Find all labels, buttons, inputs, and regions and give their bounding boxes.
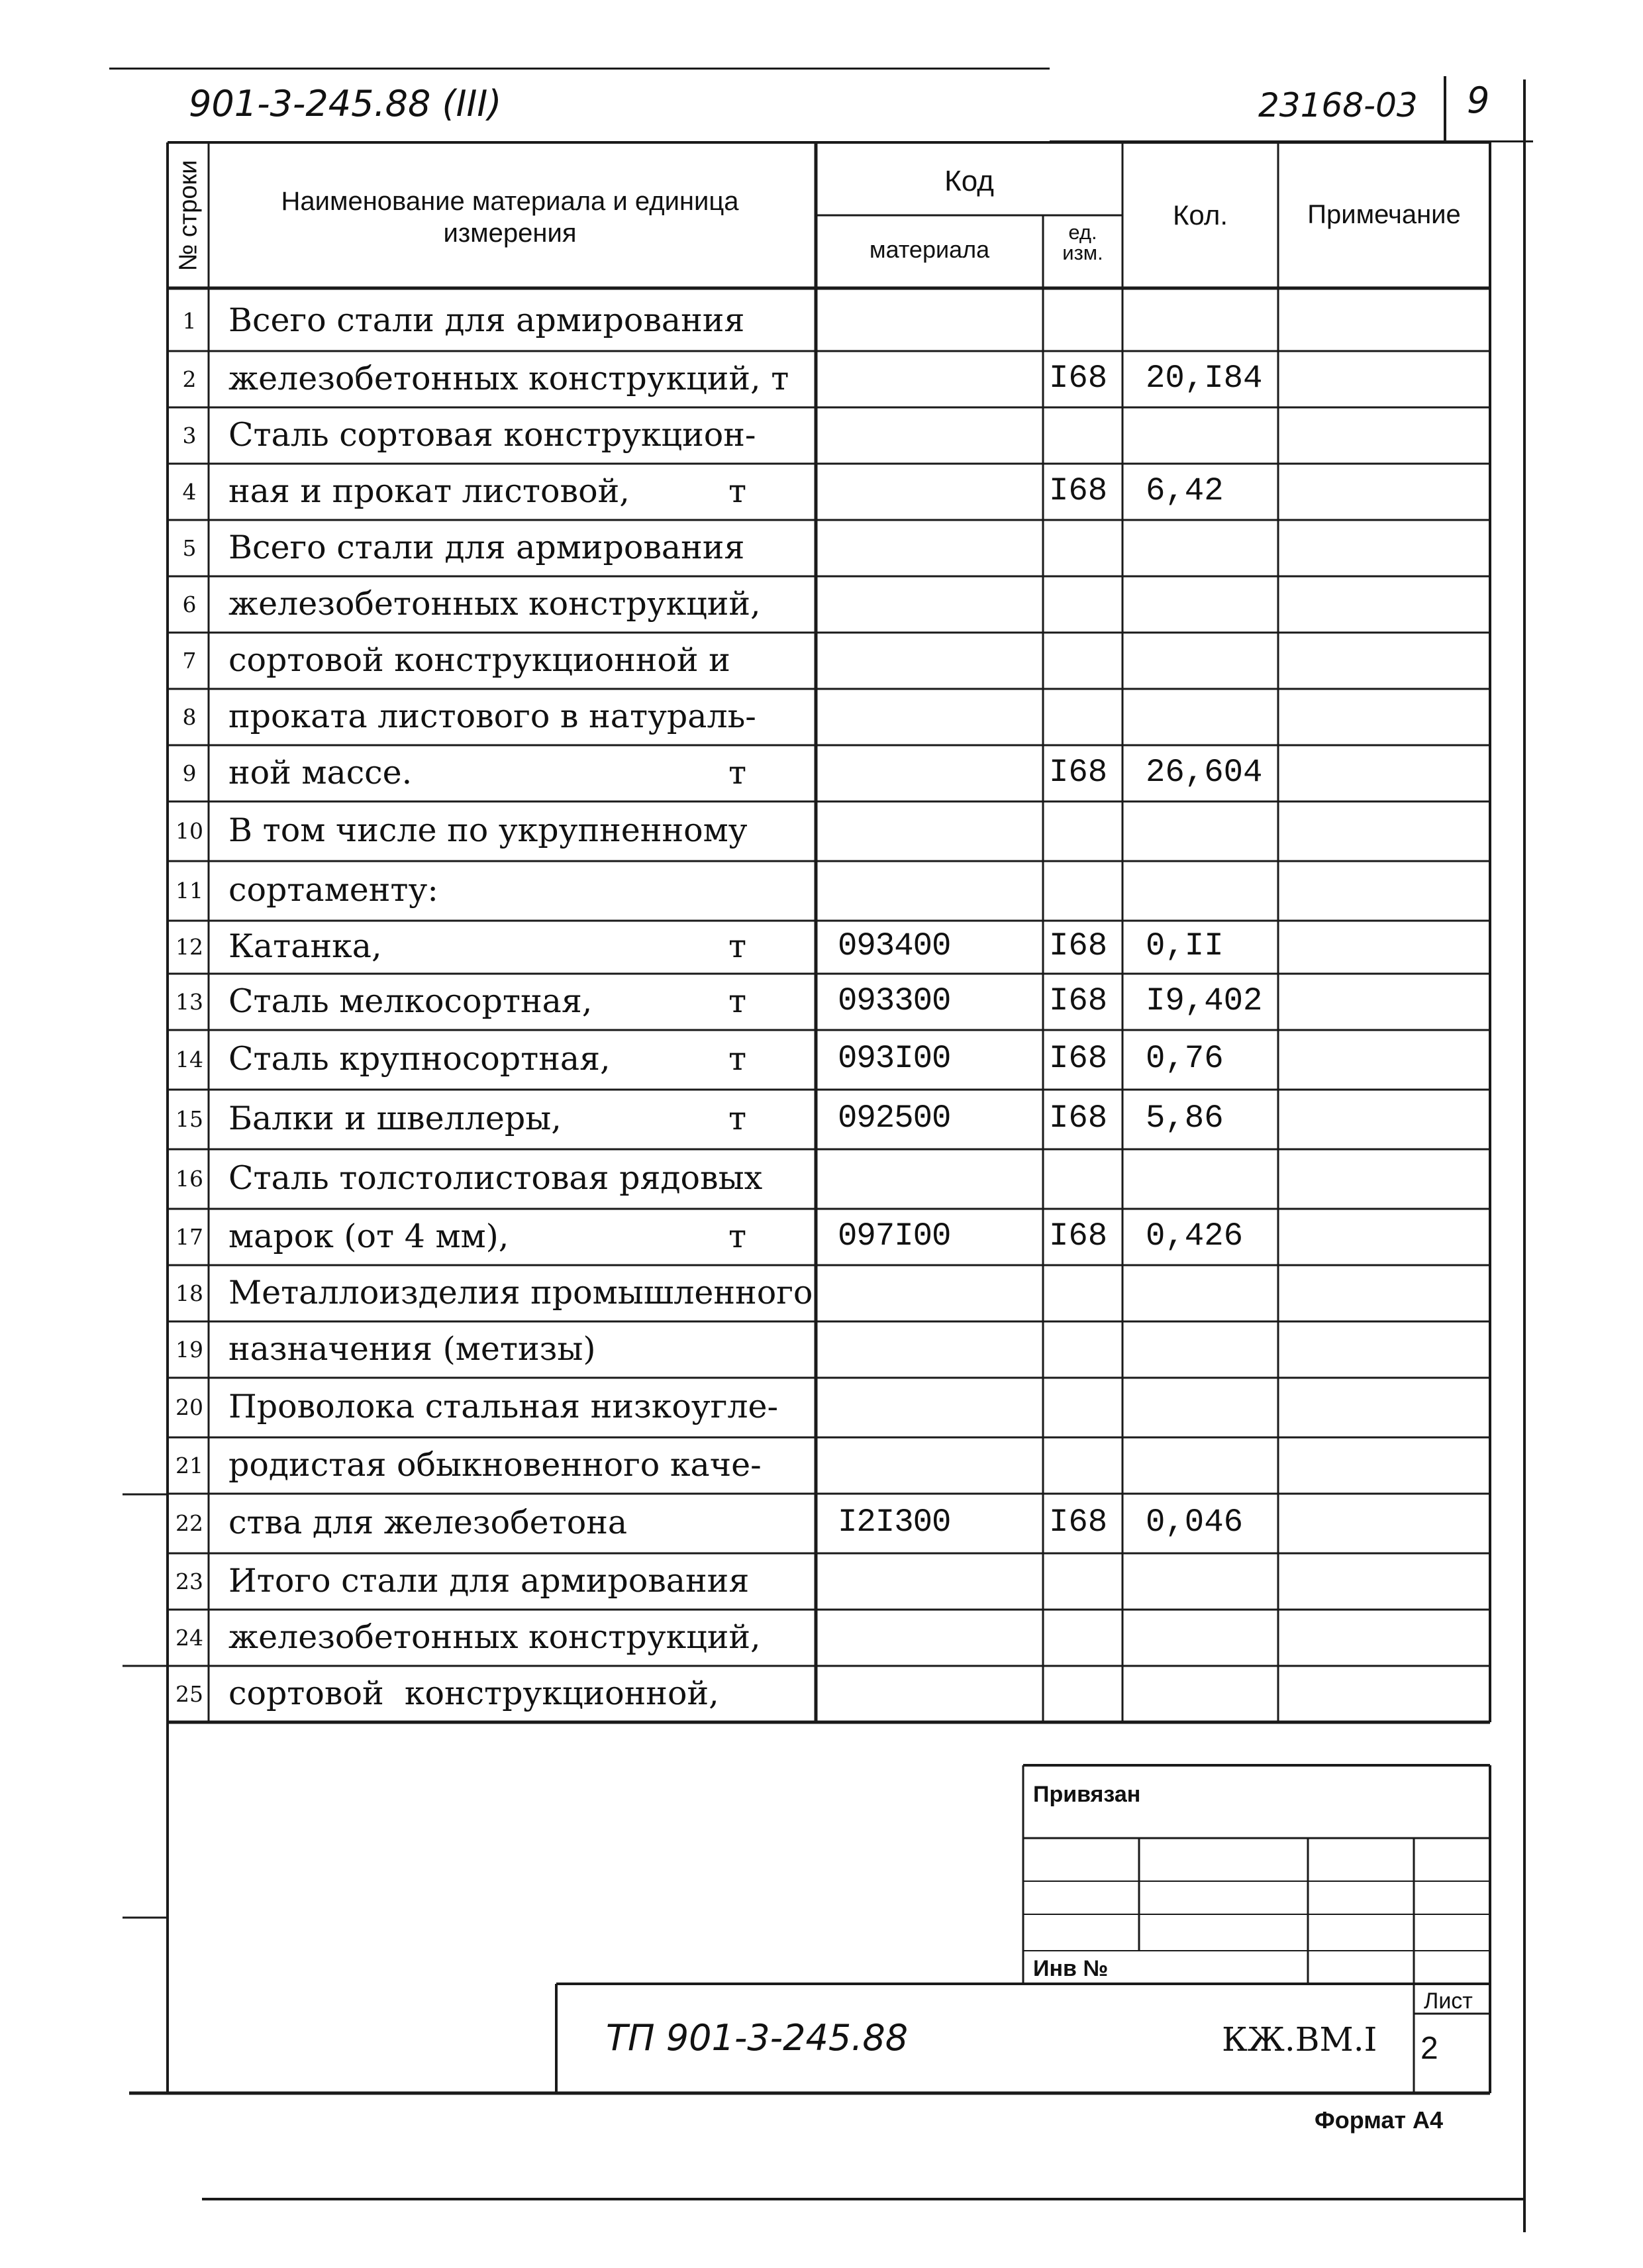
material-code: 092500 [838,1100,951,1137]
material-name: проката листового в натураль- [228,697,756,735]
material-name: сортовой конструкционной и [228,641,730,679]
material-name: Итого стали для армирования [228,1561,750,1600]
row-number: 15 [175,1106,203,1132]
sheet-label: Лист [1424,1988,1473,2014]
row-number: 10 [175,818,203,844]
material-name: В том числе по укрупненному [228,811,748,849]
drawing-set-code: КЖ.ВМ.I [1222,2020,1377,2059]
quantity: 0,426 [1146,1217,1244,1255]
unit-code: I68 [1049,472,1108,509]
row-unit: т [728,1217,747,1255]
material-name: ства для железобетона [228,1504,628,1541]
row-number: 17 [175,1223,203,1250]
row-number: 18 [175,1280,203,1306]
material-name: Сталь крупносортная, [228,1040,611,1078]
material-name: Катанка, [228,927,382,965]
column-header-name: Наименование материала и единица измерения [281,187,739,248]
row-number: 3 [182,422,197,448]
row-unit: т [728,982,747,1020]
sheet-value: 2 [1420,2031,1438,2066]
column-header-row-number: № строки [174,160,203,271]
material-name: Всего стали для армирования [228,528,745,566]
row-unit: т [728,1100,747,1137]
column-header-code: Код [944,165,994,197]
row-number: 13 [175,988,203,1015]
row-number: 2 [182,366,197,392]
unit-code: I68 [1049,1040,1108,1077]
material-code: 093300 [838,982,951,1019]
unit-code: I68 [1049,753,1108,791]
material-name: Балки и швеллеры, [228,1100,562,1137]
row-number: 23 [175,1568,203,1594]
quantity: I9,402 [1146,982,1263,1019]
format-label: Формат А4 [1315,2106,1444,2134]
inventory-number-label: Инв № [1033,1956,1109,1981]
unit-code: I68 [1049,982,1108,1019]
unit-code: I68 [1049,1217,1108,1255]
row-unit: т [728,472,747,510]
row-number: 9 [182,760,197,786]
row-number: 1 [182,308,197,334]
material-name: сортаменту: [228,871,438,909]
column-header-note: Примечание [1307,200,1461,229]
row-number: 22 [175,1510,203,1536]
row-number: 24 [175,1624,203,1651]
material-name: Металлоизделия промышленного [228,1273,813,1312]
quantity: 0,76 [1146,1040,1224,1077]
material-code: 093400 [838,927,951,964]
column-header-quantity: Кол. [1172,199,1228,231]
row-unit: т [728,927,747,965]
bound-label: Привязан [1033,1782,1141,1807]
row-number: 25 [175,1680,203,1707]
row-number: 21 [175,1452,203,1478]
column-header-code-unit: ед. изм. [1062,221,1103,264]
quantity: 26,604 [1146,753,1263,791]
row-number: 6 [182,591,197,617]
material-name: ная и прокат листовой, [228,472,630,510]
unit-code: I68 [1049,359,1108,397]
quantity: 0,046 [1146,1504,1244,1541]
material-name: ной массе. [228,753,413,792]
quantity: 0,II [1146,927,1224,964]
document-code-left: 901-3-245.88 (III) [189,83,502,125]
row-number: 16 [175,1166,203,1192]
material-code: 097I00 [838,1217,951,1255]
material-name: марок (от 4 мм), [228,1217,509,1255]
material-name: железобетонных конструкций, т [228,359,789,397]
row-number: 4 [182,478,197,505]
row-number: 20 [175,1394,203,1420]
row-number: 5 [182,535,197,561]
row-number: 14 [175,1047,203,1072]
material-name: Всего стали для армирования [228,301,745,339]
row-number: 11 [175,878,203,903]
document-code-right: 23168-03 [1258,86,1418,125]
unit-code: I68 [1049,927,1108,964]
row-unit: т [728,753,747,792]
unit-code: I68 [1049,1504,1108,1541]
material-name: Сталь мелкосортная, [228,982,593,1020]
row-number: 19 [175,1336,203,1363]
material-code: 093I00 [838,1040,951,1077]
sheet-number-top: 9 [1467,79,1490,121]
column-header-code-material: материала [869,236,990,263]
material-name: железобетонных конструкций, [228,1618,761,1656]
material-name: назначения (метизы) [228,1329,596,1368]
material-name: Проволока стальная низкоугле- [228,1388,779,1425]
row-unit: т [728,1040,747,1078]
material-name: сортовой конструкционной, [228,1674,719,1712]
material-name: Сталь сортовая конструкцион- [228,415,756,454]
material-name: родистая обыкновенного каче- [228,1445,762,1484]
unit-code: I68 [1049,1100,1108,1137]
material-name: Сталь толстолистовая рядовых [228,1159,763,1197]
row-number: 7 [182,647,197,674]
quantity: 5,86 [1146,1100,1224,1137]
material-name: железобетонных конструкций, [228,584,761,623]
row-number: 12 [175,934,203,960]
row-number: 8 [182,703,197,730]
quantity: 6,42 [1146,472,1224,509]
quantity: 20,I84 [1146,359,1263,397]
material-code: I2I300 [838,1504,951,1541]
project-code: ТП 901-3-245.88 [606,2017,909,2059]
